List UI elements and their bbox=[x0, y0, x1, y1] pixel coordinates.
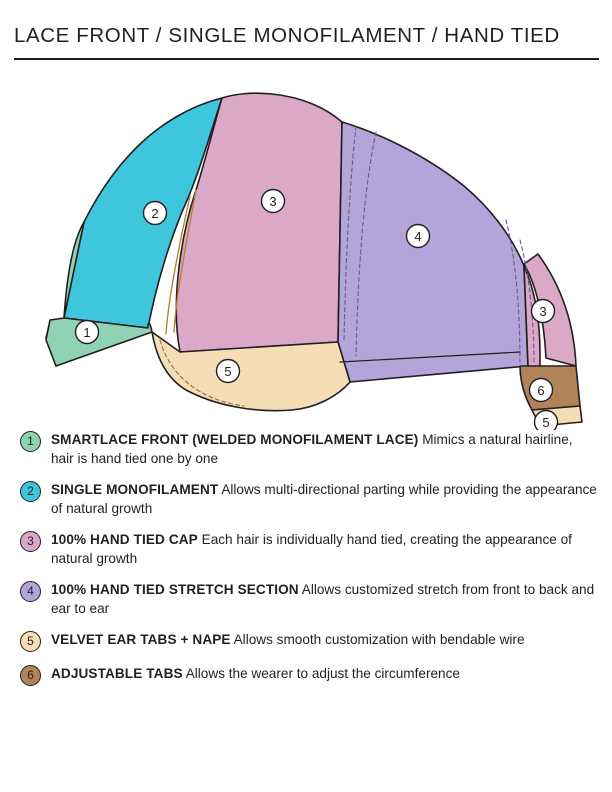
legend-desc-2: Allows multi-directional parting while providing the appearance of natural growth bbox=[51, 482, 597, 516]
legend-term-1: SMARTLACE FRONT (WELDED MONOFILAMENT LACE) bbox=[51, 432, 419, 447]
legend-text-3 bbox=[51, 530, 598, 568]
list-item bbox=[20, 530, 598, 568]
list-item bbox=[20, 580, 598, 618]
svg-text:2: 2 bbox=[151, 206, 159, 221]
legend-desc-4: Allows customized stretch from front to back and ear to ear bbox=[51, 582, 595, 616]
callout-4 bbox=[407, 225, 430, 248]
list-item bbox=[20, 664, 598, 686]
page-title: LACE FRONT / SINGLE MONOFILAMENT / HAND TIED bbox=[14, 24, 560, 47]
legend-text-5 bbox=[51, 630, 525, 650]
svg-text:5: 5 bbox=[224, 364, 232, 379]
legend-text-2 bbox=[51, 480, 598, 518]
legend-text-4 bbox=[51, 580, 598, 618]
callout-5 bbox=[217, 360, 240, 383]
legend-term-4: 100% HAND TIED STRETCH SECTION bbox=[51, 582, 299, 597]
legend-term-2: SINGLE MONOFILAMENT bbox=[51, 482, 219, 497]
svg-text:3: 3 bbox=[269, 194, 277, 209]
legend-bubble-2: 2 bbox=[20, 481, 41, 502]
legend-bubble-4: 4 bbox=[20, 581, 41, 602]
legend-bubble-6: 6 bbox=[20, 665, 41, 686]
svg-text:1: 1 bbox=[83, 325, 91, 340]
svg-text:5: 5 bbox=[542, 415, 550, 430]
callout-5-right bbox=[535, 411, 558, 431]
legend-bubble-5: 5 bbox=[20, 631, 41, 652]
callout-3 bbox=[262, 190, 285, 213]
legend-desc-6: Allows the wearer to adjust the circumference bbox=[185, 666, 460, 681]
legend-bubble-3: 3 bbox=[20, 531, 41, 552]
svg-text:6: 6 bbox=[537, 383, 545, 398]
wig-cap-diagram bbox=[20, 70, 600, 430]
legend bbox=[20, 430, 598, 698]
legend-desc-5: Allows smooth customization with bendable wire bbox=[233, 632, 525, 647]
legend-text-1 bbox=[51, 430, 598, 468]
callout-1 bbox=[76, 321, 99, 344]
svg-text:3: 3 bbox=[539, 304, 547, 319]
legend-text-6 bbox=[51, 664, 460, 684]
callout-3-right bbox=[532, 300, 555, 323]
region-stretch-section bbox=[338, 122, 528, 382]
legend-desc-3: Each hair is individually hand tied, creating the appearance of natural growth bbox=[51, 532, 572, 566]
list-item bbox=[20, 480, 598, 518]
list-item bbox=[20, 430, 598, 468]
title-divider bbox=[14, 58, 599, 60]
legend-term-5: VELVET EAR TABS + NAPE bbox=[51, 632, 231, 647]
legend-desc-1: Mimics a natural hairline, hair is hand tied one by one bbox=[51, 432, 573, 466]
svg-text:4: 4 bbox=[414, 229, 422, 244]
list-item bbox=[20, 630, 598, 652]
legend-term-3: 100% HAND TIED CAP bbox=[51, 532, 198, 547]
callout-6 bbox=[530, 379, 553, 402]
legend-term-6: ADJUSTABLE TABS bbox=[51, 666, 183, 681]
legend-bubble-1: 1 bbox=[20, 431, 41, 452]
callout-2 bbox=[144, 202, 167, 225]
